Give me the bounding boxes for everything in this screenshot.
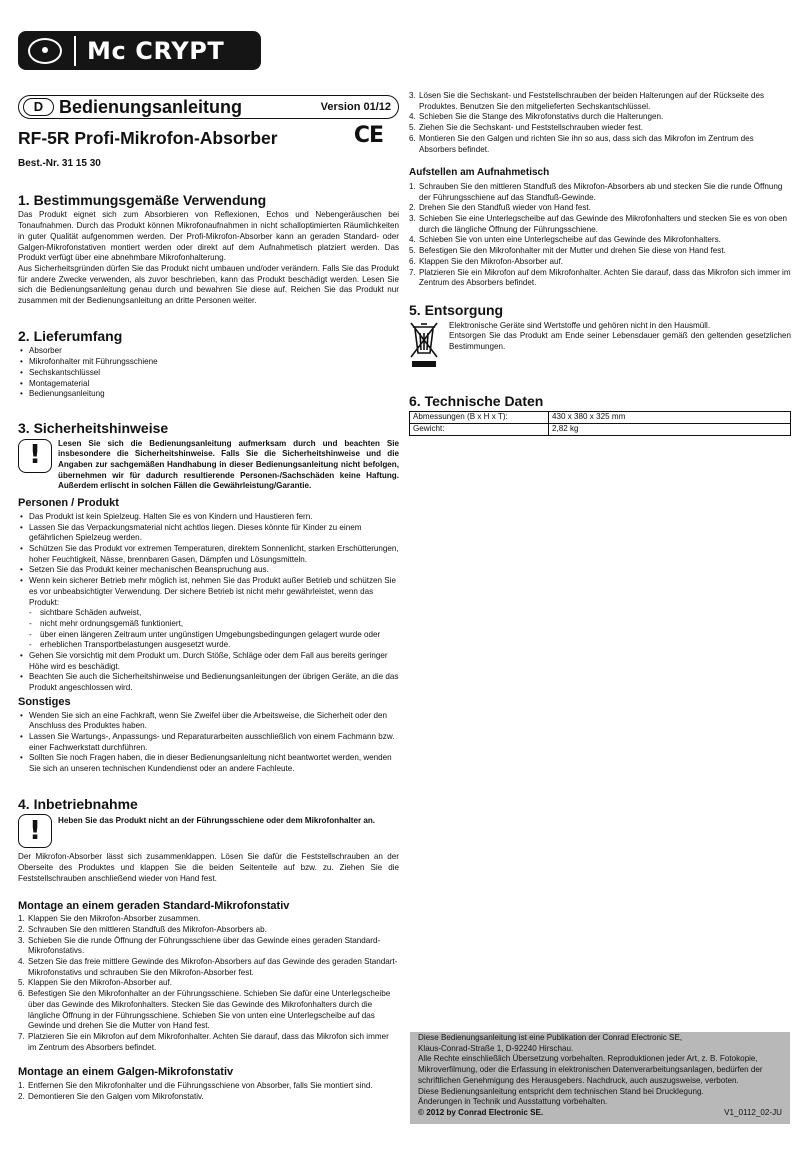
order-number: Best.-Nr. 31 15 30 — [18, 158, 101, 169]
step-text: Drehen Sie den Standfuß wieder von Hand fest. — [419, 203, 591, 213]
list-item: • Gehen Sie vorsichtig mit dem Produkt um. Durch Stöße, Schläge oder dem Fall aus bereits geringer Höhe wird es beschädigt. — [18, 651, 399, 672]
disposal-text — [449, 321, 791, 353]
list-item — [409, 134, 791, 155]
mount-boom-steps — [18, 1081, 399, 1102]
step-text: Demontieren Sie den Galgen vom Mikrofonstativ. — [28, 1091, 204, 1101]
handling-warning — [18, 814, 399, 848]
list-item — [18, 957, 399, 978]
product-row — [18, 123, 399, 155]
logo-text: Mc CRYPT — [87, 36, 225, 65]
step-number: 6. — [409, 133, 416, 143]
imprint-line: Diese Bedienungsanleitung ist eine Publikation der Conrad Electronic SE, — [418, 1033, 683, 1042]
section-title-1: 1. Bestimmungsgemäße Verwendung — [18, 191, 267, 208]
step-number: 5. — [409, 123, 416, 133]
step-text: Befestigen Sie den Mikrofonhalter an der Führungsschiene. Schieben Sie dafür eine Unterlegscheibe über das Gewinde des Mikrofonhalters. Stecken Sie das Gewinde des Mikrofonhalters durch die längliche Öffnung in der Führungsschiene. Schieben Sie von unten eine Unterlegscheibe auf das Gewinde und drehen Sie die Mutter von Hand fest. — [28, 989, 391, 1031]
list-item: - sichtbare Schäden aufweist, — [18, 608, 399, 619]
warning-text: Heben Sie das Produkt nicht an der Führungsschiene oder dem Mikrofonhalter an. — [58, 816, 376, 826]
spec-value: 2,82 kg — [549, 424, 791, 436]
safety-warning — [18, 439, 399, 493]
imprint-line: Klaus-Conrad-Straße 1, D-92240 Hirschau. — [418, 1043, 574, 1053]
version-label: Version 01/12 — [320, 100, 391, 113]
list-item: • Das Produkt ist kein Spielzeug. Halten Sie es von Kindern und Haustieren fern. — [18, 512, 399, 523]
ce-mark-icon: CE — [353, 123, 383, 148]
condition-list — [18, 608, 399, 651]
safety-list — [18, 651, 399, 694]
logo-divider — [74, 36, 76, 66]
paragraph: Elektronische Geräte sind Wertstoffe und gehören nicht in den Hausmüll. — [449, 320, 711, 330]
list-item: • Schützen Sie das Produkt vor extremen Temperaturen, direktem Sonnenlicht, starken Erschütterungen, hoher Feuchtigkeit, Nässe, brennbaren Gasen, Dämpfen und Lösungsmitteln. — [18, 544, 399, 565]
list-item: - erheblichen Transportbelastungen ausgesetzt wurde. — [18, 640, 399, 651]
imprint-footer — [418, 1108, 782, 1119]
list-item: • Wenn kein sicherer Betrieb mehr möglich ist, nehmen Sie das Produkt außer Betrieb und schützen Sie es vor unbeabsichtigter Verwendung. Der sichere Betrieb ist nicht mehr gewährleistet, wenn das Produkt: — [18, 576, 399, 608]
list-item: • Absorber — [18, 346, 399, 357]
list-item — [409, 235, 791, 246]
list-item: - über einen längeren Zeitraum unter ungünstigen Umgebungsbedingungen gelagert wurde oder — [18, 630, 399, 641]
table-row — [410, 412, 791, 424]
imprint-line: Diese Bedienungsanleitung entspricht dem technischen Stand bei Drucklegung. — [418, 1086, 704, 1096]
list-item: • Sollten Sie noch Fragen haben, die in dieser Bedienungsanleitung nicht beantwortet werden, wenden Sie sich an unseren technischen Kundendienst oder an andere Fachleute. — [18, 753, 399, 774]
logo-eye-icon — [28, 38, 62, 64]
step-number: 7. — [18, 1032, 25, 1041]
product-name: RF-5R Profi-Mikrofon-Absorber — [18, 128, 278, 148]
list-item — [409, 257, 791, 268]
subsection-title: Montage an einem Galgen-Mikrofonstativ — [18, 1066, 234, 1079]
step-text: Entfernen Sie den Mikrofonhalter und die Führungsschiene von Absorber, falls Sie montiert sind. — [28, 1081, 373, 1091]
section-title-6: 6. Technische Daten — [409, 392, 544, 409]
crossed-bin-icon — [409, 321, 439, 369]
list-item — [18, 1032, 399, 1053]
step-text: Schieben Sie eine Unterlegscheibe auf das Gewinde des Mikrofonhalters und stecken Sie es von oben durch die längliche Öffnung der Führungsschiene. — [419, 214, 788, 234]
delivery-list — [18, 346, 399, 400]
list-item — [409, 203, 791, 214]
list-item — [18, 978, 399, 989]
right-column — [409, 91, 791, 436]
list-item: • Montagematerial — [18, 379, 399, 390]
step-text: Platzieren Sie ein Mikrofon auf dem Mikrofonhalter. Achten Sie darauf, dass das Mikrofon sich immer im Zentrum des Absorbers befindet. — [419, 267, 791, 288]
left-column — [18, 95, 399, 1103]
step-text: Montieren Sie den Galgen und richten Sie ihn so aus, dass sich das Mikrofon im Zentrum des Absorbers befindet. — [419, 133, 754, 154]
subsection-title: Montage an einem geraden Standard-Mikrofonstativ — [18, 899, 290, 912]
step-text: Platzieren Sie ein Mikrofon auf dem Mikrofonhalter. Achten Sie darauf, dass das Mikrofon sich immer im Zentrum des Absorbers befindet. — [28, 1032, 389, 1052]
list-item — [18, 1092, 399, 1103]
mount-standard-steps — [18, 914, 399, 1053]
step-text: Ziehen Sie die Sechskant- und Feststellschrauben wieder fest. — [419, 123, 644, 133]
list-item — [18, 989, 399, 1032]
paragraph: Der Mikrofon-Absorber lässt sich zusammenklappen. Lösen Sie dafür die Feststellschrauben an der Oberseite des Produktes und klappen Sie die beiden Seitenteile auf bzw. zu. Ziehen Sie die Feststellschrauben anschließend wieder von Hand fest. — [18, 852, 399, 883]
step-text: Schieben Sie von unten eine Unterlegscheibe auf das Gewinde des Mikrofonhalters. — [419, 235, 721, 245]
spec-key: Gewicht: — [410, 424, 549, 436]
list-item: - nicht mehr ordnungsgemäß funktioniert, — [18, 619, 399, 630]
list-item: • Setzen Sie das Produkt keiner mechanischen Beanspruchung aus. — [18, 565, 399, 576]
warning-exclamation-icon: ! — [18, 439, 52, 473]
step-number: 4. — [409, 112, 416, 122]
step-number: 1. — [409, 181, 416, 191]
list-item: • Wenden Sie sich an eine Fachkraft, wenn Sie Zweifel über die Arbeitsweise, die Sicherheit oder den Anschluss des Produktes haben. — [18, 711, 399, 732]
list-item: • Beachten Sie auch die Sicherheitshinweise und Bedienungsanleitungen der übrigen Geräte, an die das Produkt angeschlossen wird. — [18, 672, 399, 693]
title-bar — [18, 95, 399, 119]
step-number: 6. — [409, 256, 416, 266]
step-number: 3. — [409, 91, 416, 100]
step-number: 1. — [18, 914, 25, 924]
step-number: 6. — [18, 989, 25, 999]
table-setup-steps — [409, 182, 791, 289]
list-item: • Mikrofonhalter mit Führungsschiene — [18, 357, 399, 368]
step-text: Schrauben Sie den mittleren Standfuß des Mikrofon-Absorbers ab und stecken Sie die runde Öffnung der Führungsschiene auf das Standfuß-Gewinde. — [419, 181, 783, 202]
list-item: • Lassen Sie das Verpackungsmaterial nicht achtlos liegen. Dieses könnte für Kinder zu einem gefährlichen Spielzeug werden. — [18, 523, 399, 544]
step-text: Befestigen Sie den Mikrofonhalter mit der Mutter und drehen Sie diese von Hand fest. — [419, 246, 726, 256]
copyright: © 2012 by Conrad Electronic SE. — [418, 1107, 544, 1117]
paragraph: Entsorgen Sie das Produkt am Ende seiner Lebensdauer gemäß den geltenden gesetzlichen Bestimmungen. — [449, 331, 791, 352]
list-item — [18, 914, 399, 925]
step-number: 1. — [18, 1081, 25, 1091]
section-title-4: 4. Inbetriebnahme — [18, 795, 138, 812]
section-title-2: 2. Lieferumfang — [18, 327, 123, 344]
list-item — [409, 123, 791, 134]
section-title-5: 5. Entsorgung — [409, 301, 504, 318]
document-code: V1_0112_02-JU — [724, 1107, 782, 1117]
step-text: Schieben Sie die runde Öffnung der Führungsschiene über das Gewinde eines geraden Standard-Mikrofonstativs. — [28, 935, 381, 956]
step-text: Klappen Sie den Mikrofon-Absorber auf. — [419, 256, 563, 266]
paragraph: Das Produkt eignet sich zum Absorbieren von Reflexionen, Echos und Nebengeräuschen bei Tonaufnahmen. Durch das Produkt können Mikrofonaufnahmen in nicht schalloptimierten Räumlichkeiten in guter Qualität aufgenommen werden. Der Profi-Mikrofon-Absorber kann an geraden Standard- oder Galgen-Mikrofonstativen montiert werden oder direkt auf dem Aufnahmetisch platziert werden. Das Produkt verfügt über eine abnehmbare Mikrofonhalterung. — [18, 210, 399, 263]
step-number: 2. — [18, 924, 25, 934]
step-number: 4. — [409, 235, 416, 245]
list-item — [409, 112, 791, 123]
spec-table — [409, 411, 791, 435]
list-item — [18, 1081, 399, 1092]
step-number: 2. — [18, 1091, 25, 1101]
step-number: 5. — [409, 246, 416, 256]
step-number: 2. — [409, 203, 416, 213]
imprint-box — [410, 1032, 790, 1124]
disposal-block — [409, 321, 791, 369]
step-number: 3. — [18, 935, 25, 945]
imprint-line: Änderungen in Technik und Ausstattung vorbehalten. — [418, 1097, 608, 1107]
step-number: 3. — [409, 214, 416, 224]
list-item: • Lassen Sie Wartungs-, Anpassungs- und Reparaturarbeiten ausschließlich von einem Fachmann bzw. einer Fachwerkstatt durchführen. — [18, 732, 399, 753]
list-item: • Bedienungsanleitung — [18, 389, 399, 400]
safety-list — [18, 512, 399, 608]
list-item — [409, 91, 791, 112]
language-badge: D — [23, 98, 54, 116]
imprint-line: Alle Rechte einschließlich Übersetzung vorbehalten. Reproduktionen jeder Art, z. B. Fotokopie, Mikroverfilmung, oder die Erfassung in elektronischen Datenverarbeitungsanlagen, bedürfen der schriftlichen Genehmigung des Herausgebers. Nachdruck, auch auszugsweise, verboten. — [418, 1054, 763, 1085]
mount-boom-steps-continued — [409, 91, 791, 155]
step-text: Klappen Sie den Mikrofon-Absorber zusammen. — [28, 914, 201, 924]
subsection-title: Aufstellen am Aufnahmetisch — [409, 167, 550, 179]
misc-list — [18, 711, 399, 775]
list-item — [409, 268, 791, 289]
brand-logo — [18, 31, 261, 70]
warning-exclamation-icon: ! — [18, 814, 52, 848]
paragraph: Aus Sicherheitsgründen dürfen Sie das Produkt nicht umbauen und/oder verändern. Falls Sie das Produkt für andere Zwecke verwenden, als zuvor beschrieben, kann das Produkt beschädigt werden. Lesen Sie sich die Bedienungsanleitung genau durch und bewahren Sie diese auf. Reichen Sie das Produkt nur zusammen mit der Bedienungsanleitung an dritte Personen weiter. — [18, 263, 399, 306]
step-number: 7. — [409, 267, 416, 277]
list-item — [18, 925, 399, 936]
list-item — [409, 182, 791, 203]
step-text: Klappen Sie den Mikrofon-Absorber auf. — [28, 978, 172, 988]
list-item — [409, 246, 791, 257]
warning-text: Lesen Sie sich die Bedienungsanleitung aufmerksam durch und beachten Sie insbesondere die Sicherheitshinweise. Falls Sie die Sicherheitshinweise und die Angaben zur sachgemäßen Handhabung in dieser Bedienungsanleitung nicht befolgen, übernehmen wir für dadurch resultierende Personen-/Sachschäden keine Haftung. Außerdem erlischt in solchen Fällen die Gewährleistung/Garantie. — [58, 438, 399, 491]
list-item: • Sechskantschlüssel — [18, 368, 399, 379]
list-item — [409, 214, 791, 235]
document-title: Bedienungsanleitung — [59, 96, 243, 117]
step-number: 5. — [18, 978, 25, 988]
subsection-title: Sonstiges — [18, 695, 71, 708]
section-title-3: 3. Sicherheitshinweise — [18, 419, 169, 436]
step-text: Setzen Sie das freie mittlere Gewinde des Mikrofon-Absorbers auf das Gewinde des geraden Standart-Mikrofonstativs und schrauben Sie den Mikrofon-Absorber fest. — [28, 957, 398, 977]
table-row — [410, 424, 791, 436]
step-text: Schieben Sie die Stange des Mikrofonstativs durch die Halterungen. — [419, 112, 664, 122]
list-item — [18, 936, 399, 957]
step-text: Schrauben Sie den mittleren Standfuß des Mikrofon-Absorbers ab. — [28, 924, 267, 934]
spec-value: 430 x 380 x 325 mm — [549, 412, 791, 424]
step-number: 4. — [18, 957, 25, 967]
spec-key: Abmessungen (B x H x T): — [410, 412, 549, 424]
step-text: Lösen Sie die Sechskant- und Feststellschrauben der beiden Halterungen auf der Rückseite des Produktes. Benutzen Sie den mitgelieferten Sechskantschlüssel. — [419, 91, 765, 111]
subsection-title: Personen / Produkt — [18, 497, 119, 510]
